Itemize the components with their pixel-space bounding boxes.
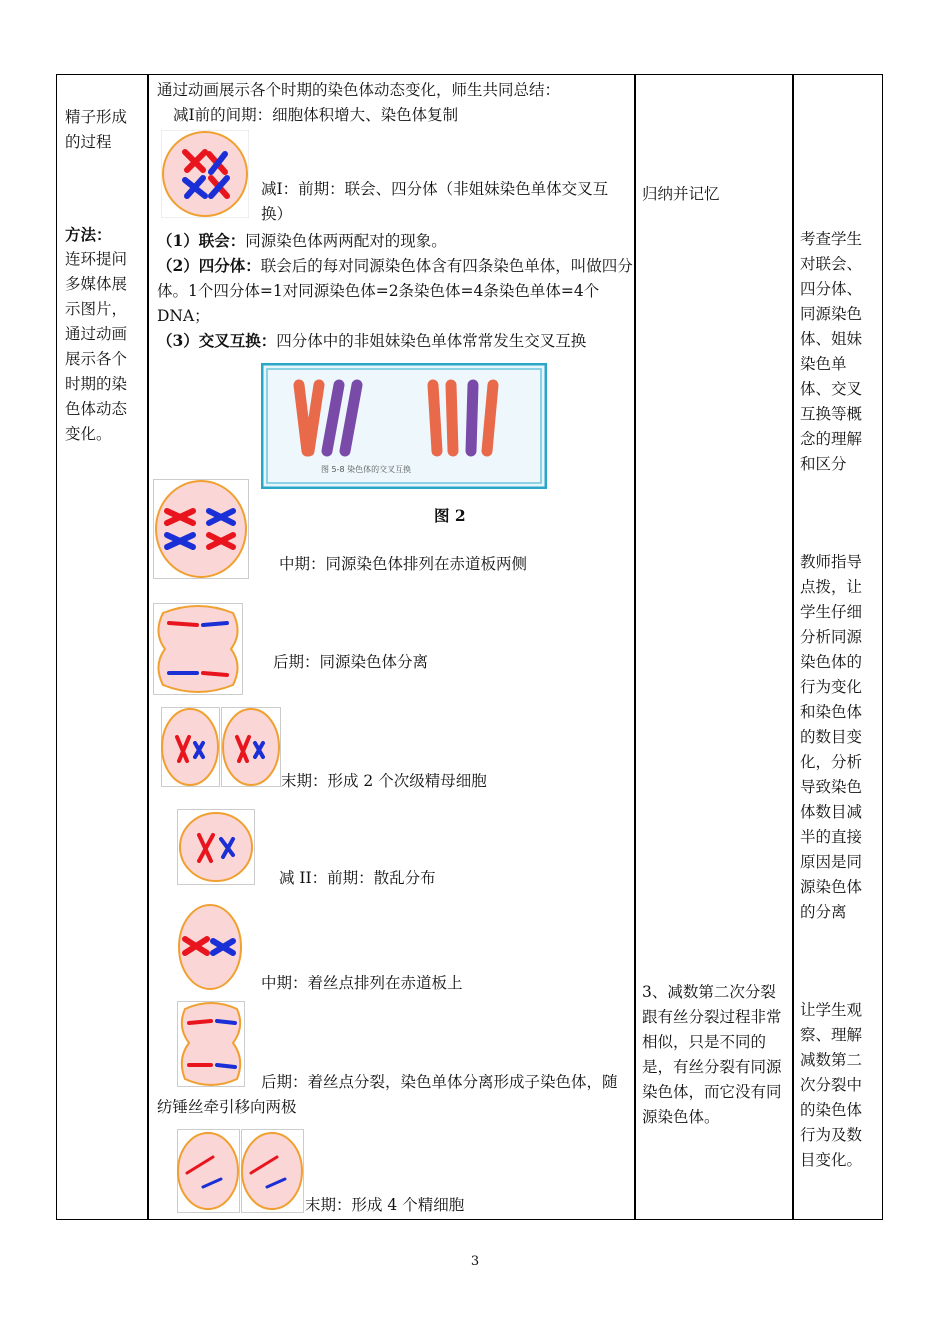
- synapsis-text: 同源染色体两两配对的现象。: [245, 232, 447, 250]
- topic-column: [65, 105, 137, 447]
- definition-crossing-over: [157, 328, 637, 354]
- synapsis-label: （1）联会：: [157, 231, 246, 250]
- activity-note-summarize: 归纳并记忆: [642, 185, 720, 203]
- telophase1-cells-image: [161, 707, 281, 787]
- tetrad-label: （2）四分体：: [157, 256, 261, 275]
- crossing-over-label: （3）交叉互换：: [157, 331, 277, 350]
- telophase2-cells-image: [177, 1129, 305, 1213]
- column-divider: [792, 75, 794, 1219]
- method-text: 连环提问多媒体展示图片，通过动画展示各个时期的染色体动态变化。: [65, 250, 128, 443]
- intro-text: 通过动画展示各个时期的染色体动态变化，师生共同总结：: [157, 81, 561, 99]
- intent-note-observe: 让学生观察、理解减数第二次分裂中的染色体行为及数目变化。: [800, 1001, 863, 1169]
- metaphase1-text: 中期：同源染色体排列在赤道板两侧: [279, 555, 528, 573]
- lesson-table: [56, 74, 883, 1220]
- column-divider: [147, 75, 149, 1219]
- figure-label: 图 2: [434, 506, 466, 525]
- tetrad-text: 联会后的每对同源染色体含有四条染色单体，叫做四分体。1个四分体=1对同源染色体=2条染色体=4条染色单体=4个DNA；: [157, 257, 633, 325]
- anaphase2-text: 后期：着丝点分裂，染色单体分离形成子染色体，随纺锤丝牵引移向两极: [157, 1073, 618, 1116]
- metaphase2-cell-image: [177, 903, 243, 991]
- prophase2-text: 减 II：前期：散乱分布: [279, 869, 436, 887]
- interphase-text: 减Ⅰ前的间期：细胞体积增大、染色体复制: [173, 106, 459, 124]
- activity-note-meiosis2: 3、减数第二次分裂跟有丝分裂过程非常相似，只是不同的是，有丝分裂有同源染色体，而它没有同源染色体。: [642, 983, 782, 1126]
- crossing-over-text: 四分体中的非姐妹染色单体常常发生交叉互换: [276, 332, 587, 350]
- intent-note-guidance: 教师指导点拨，让学生仔细分析同源染色体的行为变化和染色体的数目变化，分析导致染色体数目减半的直接原因是同源染色体的分离: [800, 553, 863, 921]
- method-label: 方法：: [65, 225, 112, 244]
- definition-synapsis: [157, 228, 637, 254]
- anaphase1-cell-image: [153, 603, 243, 695]
- page-number: 3: [470, 1254, 480, 1269]
- telophase2-text: 末期：形成 4 个精细胞: [305, 1196, 465, 1214]
- intent-note-concepts: 考查学生对联会、四分体、同源染色体、姐妹染色单体、交叉互换等概念的理解和区分: [800, 230, 863, 473]
- definition-tetrad: [157, 253, 637, 329]
- metaphase1-cell-image: [153, 479, 249, 579]
- telophase1-text: 末期：形成 2 个次级精母细胞: [281, 772, 487, 790]
- figure-small-caption: 图 5-8 染色体的交叉互换: [321, 465, 412, 474]
- topic-title: 精子形成的过程: [65, 108, 128, 151]
- prophase1-cell-image: [161, 130, 249, 218]
- crossing-over-figure: [261, 363, 547, 489]
- metaphase2-text: 中期：着丝点排列在赤道板上: [261, 974, 463, 992]
- prophase2-cell-image: [177, 809, 255, 885]
- anaphase1-text: 后期：同源染色体分离: [273, 653, 429, 671]
- prophase1-text: 减Ⅰ：前期：联会、四分体（非姐妹染色单体交叉互换）: [261, 180, 609, 223]
